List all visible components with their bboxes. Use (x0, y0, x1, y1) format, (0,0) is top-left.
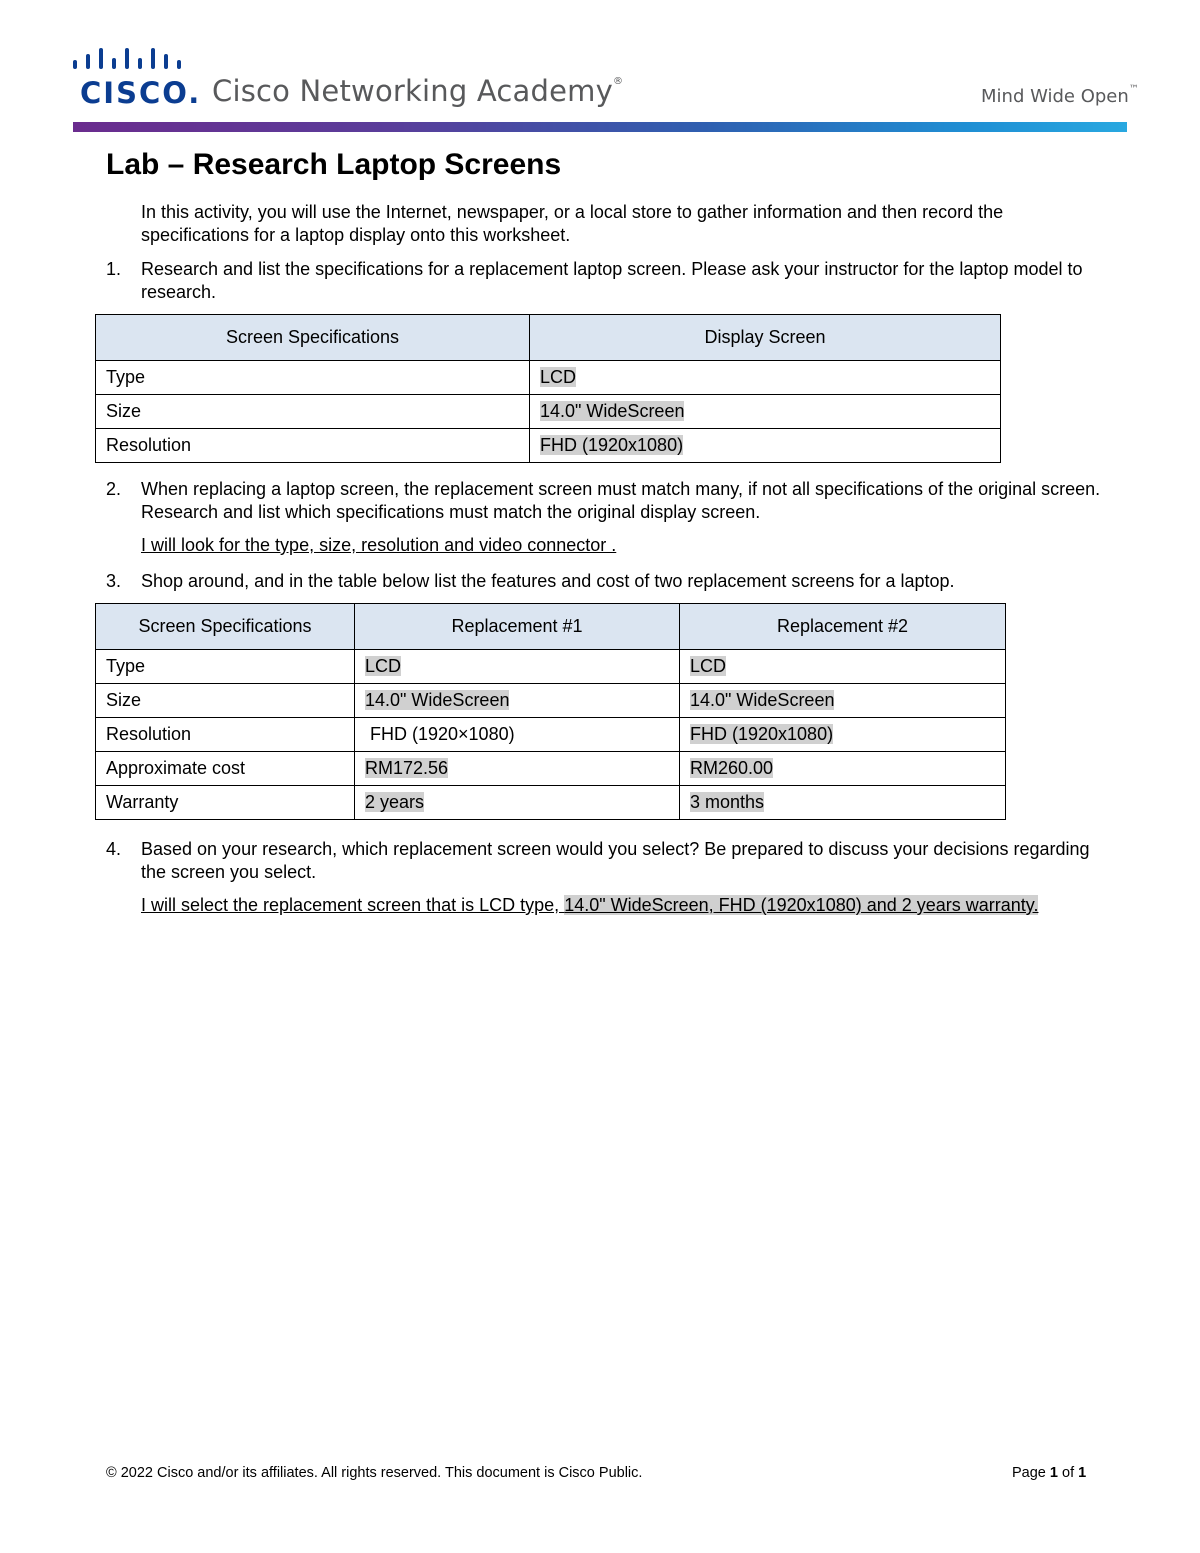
question-2-answer: I will look for the type, size, resolution and video connector . (141, 535, 617, 555)
question-4-answer: I will select the replacement screen that is LCD type, 14.0" WideScreen, FHD (1920x1080) and 2 years warranty. (141, 895, 1039, 915)
spec-label: Resolution (96, 718, 355, 752)
table-header-cell: Replacement #1 (355, 604, 680, 650)
table-row (96, 752, 1006, 786)
footer-copyright: © 2022 Cisco and/or its affiliates. All rights reserved. This document is Cisco Public. (106, 1465, 643, 1481)
replacement-1-value: 2 years (355, 786, 680, 820)
table-row (96, 718, 1006, 752)
page-title: Lab – Research Laptop Screens (106, 148, 562, 181)
replacement-1-value: LCD (355, 650, 680, 684)
footer-page-number: Page 1 of 1 (1012, 1465, 1087, 1481)
question-1-text: Research and list the specifications for a replacement laptop screen. Please ask your instructor for the laptop model to research. (141, 259, 1083, 302)
replacement-1-value: FHD (1920×1080) (355, 718, 680, 752)
page-header (0, 0, 1200, 140)
question-4-text: Based on your research, which replacement screen would you select? Be prepared to discuss your decisions regarding the screen you select. (141, 839, 1090, 882)
question-number: 4. (106, 839, 122, 859)
replacement-2-value: FHD (1920x1080) (680, 718, 1006, 752)
question-3-text: Shop around, and in the table below list the features and cost of two replacement screens for a laptop. (141, 571, 955, 591)
tagline: Mind Wide Open ™ (981, 84, 1139, 107)
intro-paragraph: In this activity, you will use the Internet, newspaper, or a local store to gather information and then record the specifications for a laptop display onto this worksheet. (141, 202, 1004, 245)
question-2-text: When replacing a laptop screen, the replacement screen must match many, if not all specifications of the original screen. Research and list which specifications must match the original display screen. (141, 479, 1101, 522)
spec-value: LCD (530, 361, 1001, 395)
table-header-cell: Replacement #2 (680, 604, 1006, 650)
table-header-cell: Display Screen (530, 315, 1001, 361)
academy-name: Cisco Networking Academy ® (212, 74, 624, 108)
table-header-row (96, 315, 1001, 361)
spec-label: Type (96, 650, 355, 684)
replacement-screens-table (95, 603, 1006, 820)
table-row (96, 361, 1001, 395)
table-row (96, 395, 1001, 429)
question-number: 2. (106, 479, 122, 499)
replacement-1-value: RM172.56 (355, 752, 680, 786)
table-header-cell: Screen Specifications (96, 604, 355, 650)
spec-label: Approximate cost (96, 752, 355, 786)
cisco-logo-wordmark: CISCO. (80, 76, 202, 110)
display-screen-table (95, 314, 1001, 463)
spec-label: Size (96, 684, 355, 718)
cisco-bars-icon (72, 46, 182, 76)
spec-label: Resolution (96, 429, 530, 463)
table-row (96, 684, 1006, 718)
replacement-2-value: LCD (680, 650, 1006, 684)
spec-label: Type (96, 361, 530, 395)
table-header-cell: Screen Specifications (96, 315, 530, 361)
question-number: 1. (106, 259, 122, 279)
replacement-2-value: RM260.00 (680, 752, 1006, 786)
replacement-2-value: 3 months (680, 786, 1006, 820)
table-row (96, 429, 1001, 463)
spec-label: Warranty (96, 786, 355, 820)
replacement-2-value: 14.0" WideScreen (680, 684, 1006, 718)
header-gradient-bar (73, 122, 1127, 132)
replacement-1-value: 14.0" WideScreen (355, 684, 680, 718)
spec-value: 14.0" WideScreen (530, 395, 1001, 429)
spec-label: Size (96, 395, 530, 429)
question-number: 3. (106, 571, 122, 591)
table-row (96, 650, 1006, 684)
table-row (96, 786, 1006, 820)
table-header-row (96, 604, 1006, 650)
spec-value: FHD (1920x1080) (530, 429, 1001, 463)
